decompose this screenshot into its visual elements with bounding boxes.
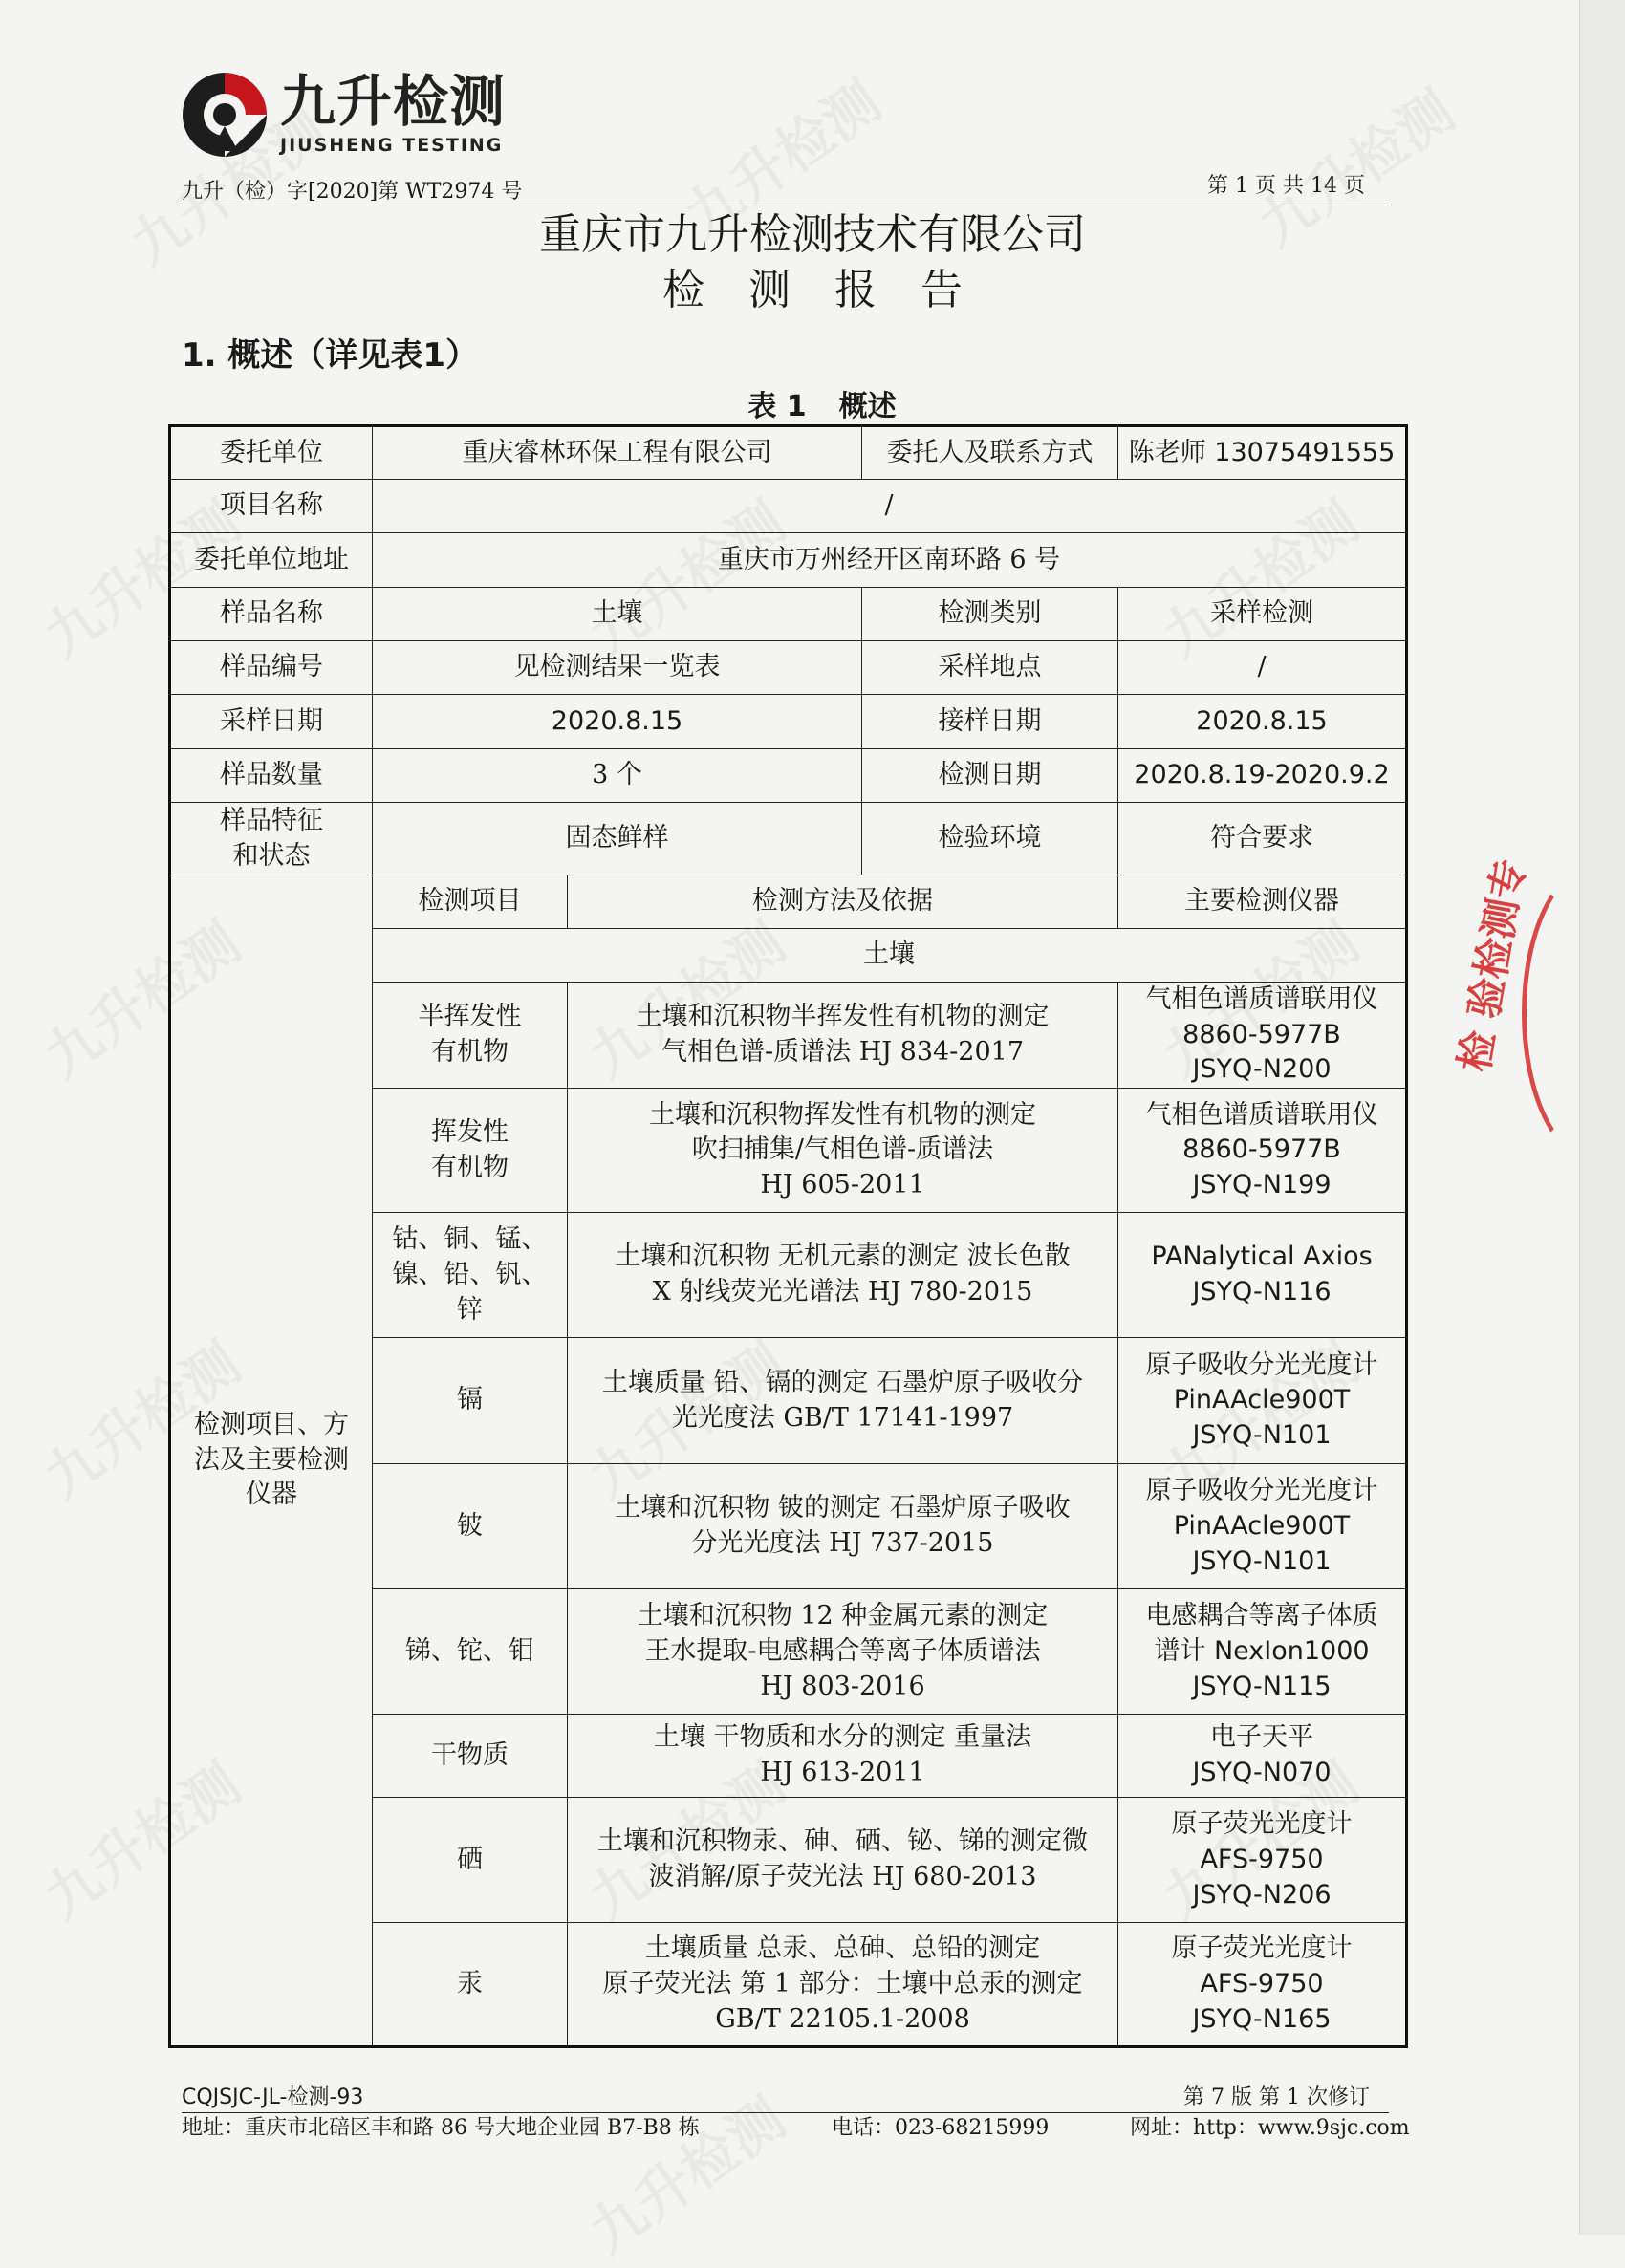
logo-mark-icon xyxy=(179,69,271,161)
method-item: 硒 xyxy=(373,1798,568,1923)
logo-chinese-name: 九升检测 xyxy=(280,69,507,134)
test-type-label: 检测类别 xyxy=(862,588,1118,641)
overview-table xyxy=(168,424,1408,2048)
sampling-date-label: 采样日期 xyxy=(170,695,373,749)
sample-no-label: 样品编号 xyxy=(170,641,373,695)
footer-rule xyxy=(182,2112,1389,2113)
method-instrument: 气相色谱质谱联用仪 8860-5977B JSYQ-N200 xyxy=(1118,983,1407,1089)
method-item: 汞 xyxy=(373,1923,568,2047)
sample-name-label: 样品名称 xyxy=(170,588,373,641)
env-value: 符合要求 xyxy=(1118,803,1407,875)
sample-state-label: 样品特征 和状态 xyxy=(170,803,373,875)
matrix-label: 土壤 xyxy=(373,929,1407,983)
table-caption xyxy=(0,382,1625,424)
method-instrument: 气相色谱质谱联用仪 8860-5977B JSYQ-N199 xyxy=(1118,1089,1407,1213)
project-label: 项目名称 xyxy=(170,480,373,533)
env-label: 检验环境 xyxy=(862,803,1118,875)
test-type-value: 采样检测 xyxy=(1118,588,1407,641)
table-row xyxy=(170,641,1407,695)
table-row xyxy=(170,533,1407,588)
footer-address: 地址：重庆市北碚区丰和路 86 号大地企业园 B7-B8 栋 xyxy=(182,2116,700,2140)
contact-value: 陈老师 13075491555 xyxy=(1118,426,1407,480)
document-number: 九升（检）字[2020]第 WT2974 号 xyxy=(182,180,523,204)
method-item: 干物质 xyxy=(373,1715,568,1798)
quantity-label: 样品数量 xyxy=(170,749,373,803)
client-value: 重庆睿林环保工程有限公司 xyxy=(373,426,862,480)
table-row xyxy=(170,426,1407,480)
method-standard: 土壤和沉积物汞、砷、硒、铋、锑的测定微 波消解/原子荧光法 HJ 680-2013 xyxy=(568,1798,1118,1923)
logo-english-name: JIUSHENG TESTING xyxy=(280,135,504,156)
method-standard: 土壤和沉积物 铍的测定 石墨炉原子吸收 分光光度法 HJ 737-2015 xyxy=(568,1464,1118,1589)
contact-label: 委托人及联系方式 xyxy=(862,426,1118,480)
page-info: 第 1 页 共 14 页 xyxy=(1207,174,1365,198)
method-standard: 土壤和沉积物 12 种金属元素的测定 王水提取-电感耦合等离子体质谱法 HJ 803-2016 xyxy=(568,1589,1118,1715)
column-header-instrument: 主要检测仪器 xyxy=(1118,875,1407,929)
client-label: 委托单位 xyxy=(170,426,373,480)
method-item: 锑、铊、钼 xyxy=(373,1589,568,1715)
table-row xyxy=(170,695,1407,749)
section-heading: 1. 概述（详见表1） xyxy=(182,336,479,375)
method-item: 镉 xyxy=(373,1338,568,1464)
address-value: 重庆市万州经开区南环路 6 号 xyxy=(373,533,1407,588)
receive-date-label: 接样日期 xyxy=(862,695,1118,749)
method-standard: 土壤质量 铅、镉的测定 石墨炉原子吸收分 光光度法 GB/T 17141-1997 xyxy=(568,1338,1118,1464)
form-number: CQJSJC-JL-检测-93 xyxy=(182,2085,364,2109)
company-title: 重庆市九升检测技术有限公司 xyxy=(539,210,1086,259)
method-standard: 土壤质量 总汞、总砷、总铅的测定 原子荧光法 第 1 部分：土壤中总汞的测定 GB/T 22105.1-2008 xyxy=(568,1923,1118,2047)
test-date-label: 检测日期 xyxy=(862,749,1118,803)
method-standard: 土壤和沉积物 无机元素的测定 波长色散 X 射线荧光光谱法 HJ 780-2015 xyxy=(568,1213,1118,1338)
seal-text: 检 验检测专 xyxy=(1450,854,1534,1075)
method-standard: 土壤 干物质和水分的测定 重量法 HJ 613-2011 xyxy=(568,1715,1118,1798)
method-instrument: 原子荧光光度计 AFS-9750 JSYQ-N206 xyxy=(1118,1798,1407,1923)
table-row xyxy=(170,803,1407,875)
method-item: 半挥发性 有机物 xyxy=(373,983,568,1089)
column-header-item: 检测项目 xyxy=(373,875,568,929)
method-standard: 土壤和沉积物挥发性有机物的测定 吹扫捕集/气相色谱-质谱法 HJ 605-2011 xyxy=(568,1089,1118,1213)
methods-group-label: 检测项目、方 法及主要检测 仪器 xyxy=(170,875,373,2047)
method-instrument: 原子荧光光度计 AFS-9750 JSYQ-N165 xyxy=(1118,1923,1407,2047)
test-date-value: 2020.8.19-2020.9.2 xyxy=(1118,749,1407,803)
report-title: 检测报告 xyxy=(662,266,1007,314)
form-version: 第 7 版 第 1 次修订 xyxy=(1183,2085,1370,2109)
quantity-value: 3 个 xyxy=(373,749,862,803)
sampling-site-value: / xyxy=(1118,641,1407,695)
method-instrument: 原子吸收分光光度计 PinAAcle900T JSYQ-N101 xyxy=(1118,1338,1407,1464)
column-header-method: 检测方法及依据 xyxy=(568,875,1118,929)
table-row xyxy=(170,480,1407,533)
method-item: 钴、铜、锰、 镍、铅、钒、 锌 xyxy=(373,1213,568,1338)
sampling-date-value: 2020.8.15 xyxy=(373,695,862,749)
table-name: 概述 xyxy=(838,390,897,423)
method-instrument: PANalytical Axios JSYQ-N116 xyxy=(1118,1213,1407,1338)
footer-phone: 电话：023-68215999 xyxy=(832,2116,1050,2140)
sampling-site-label: 采样地点 xyxy=(862,641,1118,695)
sample-name-value: 土壤 xyxy=(373,588,862,641)
company-logo xyxy=(179,69,506,161)
address-label: 委托单位地址 xyxy=(170,533,373,588)
method-instrument: 电子天平 JSYQ-N070 xyxy=(1118,1715,1407,1798)
table-row xyxy=(170,749,1407,803)
sample-no-value: 见检测结果一览表 xyxy=(373,641,862,695)
table-row xyxy=(170,875,1407,929)
table-row xyxy=(170,588,1407,641)
receive-date-value: 2020.8.15 xyxy=(1118,695,1407,749)
footer-website: 网址：http：www.9sjc.com xyxy=(1130,2116,1410,2140)
method-item: 挥发性 有机物 xyxy=(373,1089,568,1213)
method-instrument: 原子吸收分光光度计 PinAAcle900T JSYQ-N101 xyxy=(1118,1464,1407,1589)
sample-state-value: 固态鲜样 xyxy=(373,803,862,875)
method-item: 铍 xyxy=(373,1464,568,1589)
method-standard: 土壤和沉积物半挥发性有机物的测定 气相色谱-质谱法 HJ 834-2017 xyxy=(568,983,1118,1089)
table-number: 表 1 xyxy=(748,390,807,423)
project-value: / xyxy=(373,480,1407,533)
method-instrument: 电感耦合等离子体质 谱计 NexIon1000 JSYQ-N115 xyxy=(1118,1589,1407,1715)
